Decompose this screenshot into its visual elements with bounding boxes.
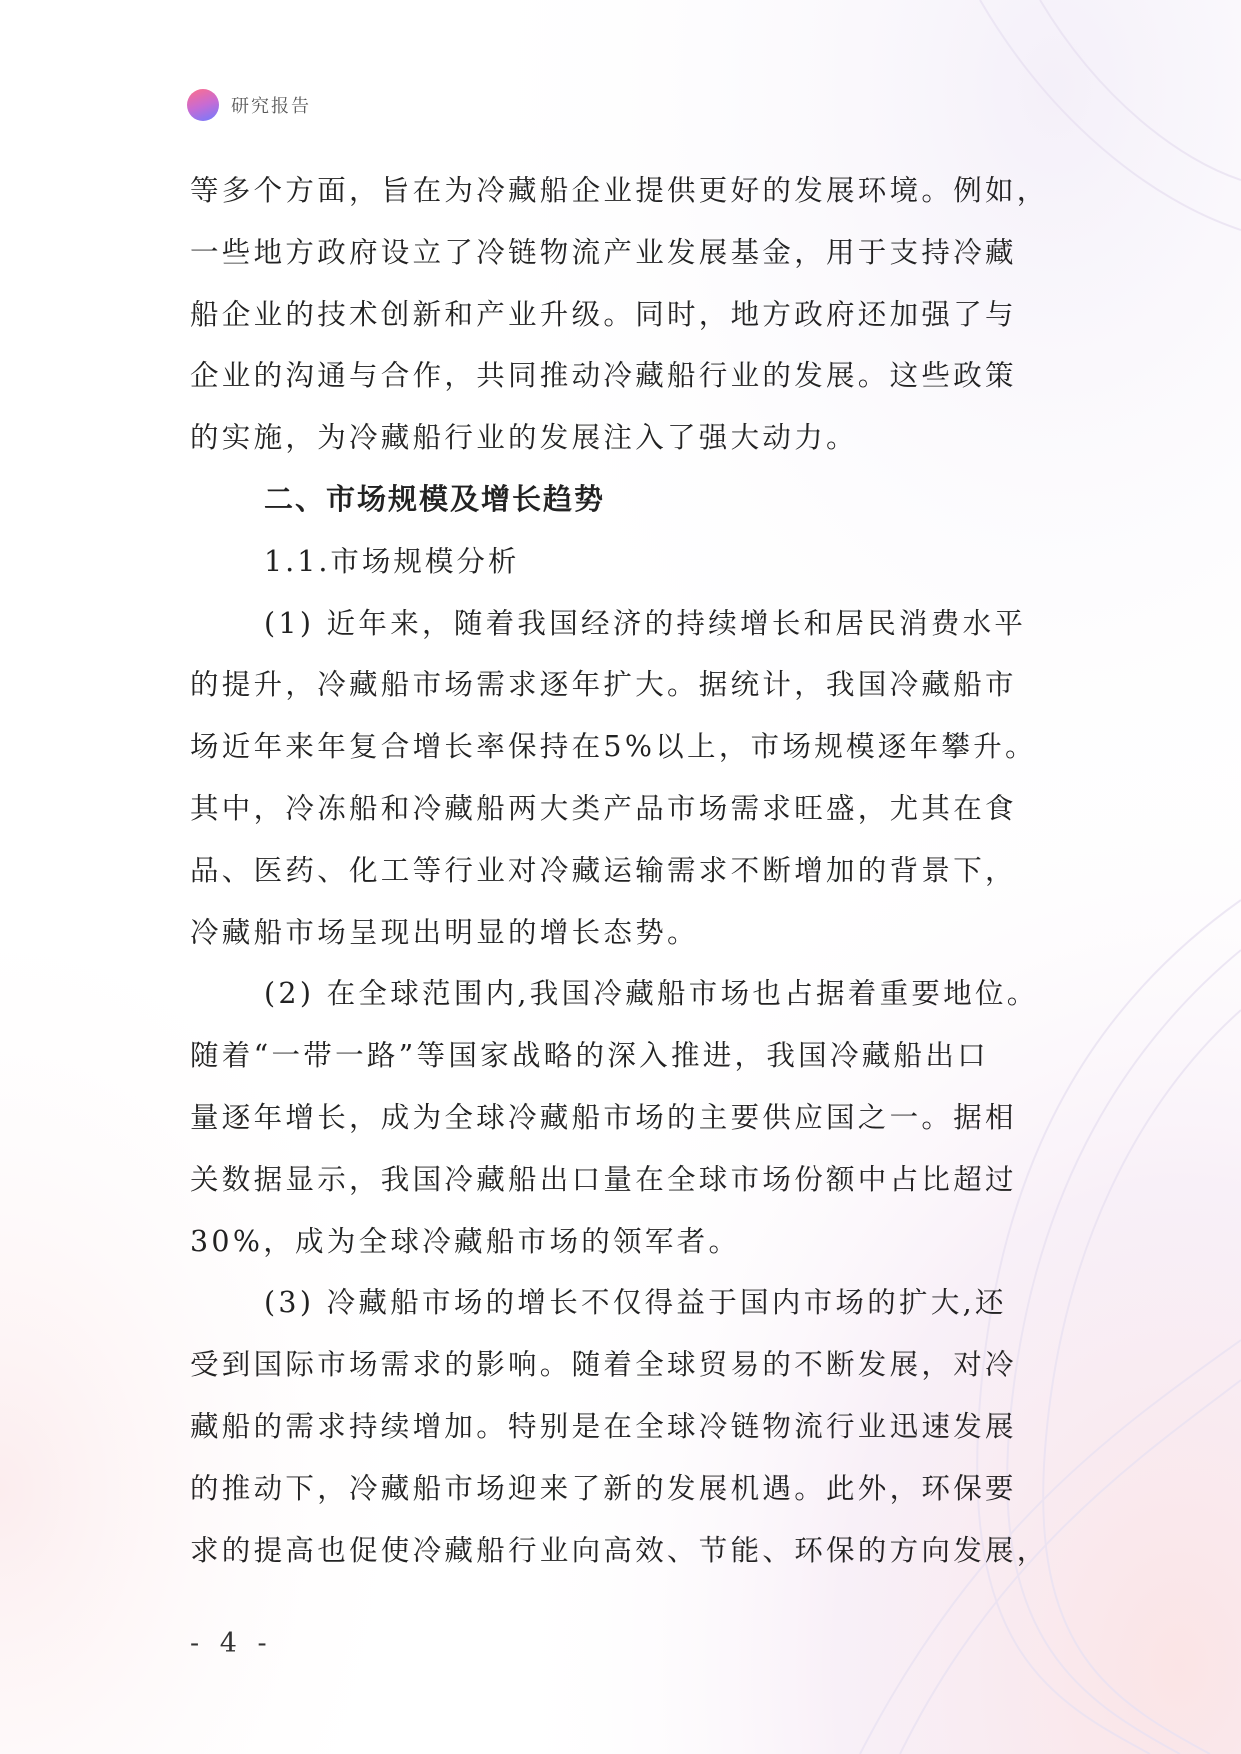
body-line: 的实施，为冷藏船行业的发展注入了强大动力。 (190, 421, 858, 455)
header-title: 研究报告 (231, 96, 311, 117)
paragraph-2-line: 随着“一带一路”等国家战略的深入推进，我国冷藏船出口 (190, 1039, 989, 1073)
body-line: 一些地方政府设立了冷链物流产业发展基金，用于支持冷藏 (190, 235, 1017, 269)
paragraph-3-line: 藏船的需求持续增加。特别是在全球冷链物流行业迅速发展 (190, 1409, 1017, 1443)
subsection-heading: 1.1.市场规模分析 (264, 544, 520, 578)
body-line: 船企业的技术创新和产业升级。同时，地方政府还加强了与 (190, 297, 1017, 331)
document-body (190, 160, 1060, 1581)
report-header (187, 88, 311, 122)
paragraph-2-line: 30%，成为全球冷藏船市场的领军者。 (190, 1224, 741, 1258)
report-logo-icon (187, 89, 219, 121)
page-number: - 4 - (190, 1628, 273, 1659)
paragraph-1-line: 其中，冷冻船和冷藏船两大类产品市场需求旺盛，尤其在食 (190, 791, 1017, 825)
section-heading: 二、市场规模及增长趋势 (264, 481, 606, 516)
body-line: 等多个方面，旨在为冷藏船企业提供更好的发展环境。例如， (190, 174, 1049, 207)
paragraph-1-line: 品、医药、化工等行业对冷藏运输需求不断增加的背景下， (190, 853, 1017, 887)
paragraph-2-line: 量逐年增长，成为全球冷藏船市场的主要供应国之一。据相 (190, 1100, 1017, 1134)
paragraph-3-line: 求的提高也促使冷藏船行业向高效、节能、环保的方向发展， (190, 1533, 1049, 1567)
paragraph-2-line: (2) 在全球范围内,我国冷藏船市场也占据着重要地位。 (264, 977, 1039, 1011)
body-line: 企业的沟通与合作，共同推动冷藏船行业的发展。这些政策 (190, 359, 1017, 393)
paragraph-3-line: (3) 冷藏船市场的增长不仅得益于国内市场的扩大,还 (264, 1286, 1007, 1320)
paragraph-3-line: 的推动下，冷藏船市场迎来了新的发展机遇。此外，环保要 (190, 1471, 1017, 1505)
paragraph-1-line: 的提升，冷藏船市场需求逐年扩大。据统计，我国冷藏船市 (190, 668, 1017, 702)
paragraph-1-line: 冷藏船市场呈现出明显的增长态势。 (190, 915, 699, 949)
paragraph-3-line: 受到国际市场需求的影响。随着全球贸易的不断发展，对冷 (190, 1348, 1017, 1382)
paragraph-1-line: 场近年来年复合增长率保持在5%以上，市场规模逐年攀升。 (190, 730, 1037, 764)
paragraph-2-line: 关数据显示，我国冷藏船出口量在全球市场份额中占比超过 (190, 1162, 1017, 1196)
paragraph-1-line: (1) 近年来，随着我国经济的持续增长和居民消费水平 (264, 606, 1027, 640)
